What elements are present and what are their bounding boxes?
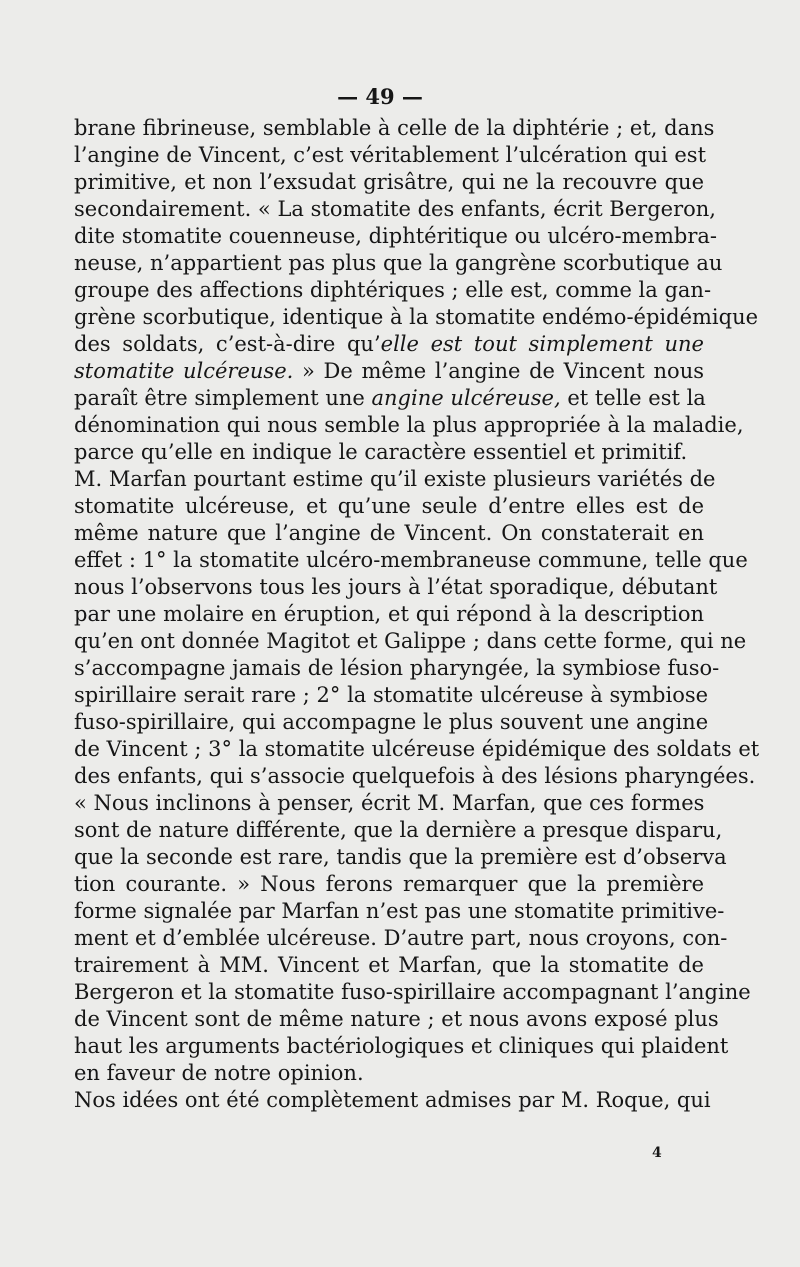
text-segment: grène scorbutique, identique à la stomatite endémo-épidémique bbox=[74, 305, 759, 329]
text-segment: tion courante. » Nous ferons remarquer que la première bbox=[74, 872, 704, 896]
text-segment: dite stomatite couenneuse, diphtéritique ou ulcéro-membra- bbox=[74, 224, 717, 248]
text-line bbox=[74, 412, 744, 439]
text-line bbox=[74, 898, 725, 925]
text-segment: l’angine de Vincent, c’est véritablement l’ulcération qui est bbox=[74, 143, 707, 167]
text-line bbox=[74, 952, 704, 979]
italic-segment: stomatite ulcéreuse. bbox=[74, 359, 294, 383]
text-line bbox=[74, 547, 748, 574]
text-line bbox=[74, 331, 704, 358]
text-line bbox=[74, 736, 760, 763]
text-line bbox=[74, 1033, 729, 1060]
text-line bbox=[74, 385, 704, 412]
text-line bbox=[74, 709, 709, 736]
text-line bbox=[74, 304, 759, 331]
text-segment: s’accompagne jamais de lésion pharyngée, la symbiose fuso- bbox=[74, 656, 720, 680]
text-segment: trairement à MM. Vincent et Marfan, que la stomatite de bbox=[74, 953, 704, 977]
text-segment: Bergeron et la stomatite fuso-spirillaire accompagnant l’angine bbox=[74, 980, 751, 1004]
page-body-text bbox=[74, 115, 760, 1114]
text-line bbox=[74, 250, 723, 277]
text-segment: de Vincent sont de même nature ; et nous avons exposé plus bbox=[74, 1007, 719, 1031]
text-line bbox=[74, 871, 704, 898]
signature-mark: 4 bbox=[652, 1145, 662, 1161]
text-segment: secondairement. « La stomatite des enfants, écrit Bergeron, bbox=[74, 197, 716, 221]
text-line bbox=[74, 466, 716, 493]
text-line bbox=[74, 1087, 711, 1114]
text-line bbox=[74, 655, 720, 682]
text-line bbox=[74, 628, 747, 655]
text-line bbox=[74, 817, 723, 844]
text-segment: des soldats, c’est-à-dire qu’ bbox=[74, 332, 381, 356]
text-segment: « Nous inclinons à penser, écrit M. Marfan, que ces formes bbox=[74, 791, 705, 815]
text-line bbox=[74, 1006, 719, 1033]
text-line bbox=[74, 601, 704, 628]
text-segment: par une molaire en éruption, et qui répond à la description bbox=[74, 602, 704, 626]
italic-segment: angine ulcéreuse, bbox=[371, 386, 561, 410]
text-line bbox=[74, 844, 727, 871]
text-line bbox=[74, 223, 717, 250]
text-segment: sont de nature différente, que la dernière a presque disparu, bbox=[74, 818, 723, 842]
text-segment: primitive, et non l’exsudat grisâtre, qui ne la recouvre que bbox=[74, 170, 704, 194]
text-line bbox=[74, 925, 728, 952]
text-segment: Nos idées ont été complètement admises par M. Roque, qui bbox=[74, 1088, 711, 1112]
text-line bbox=[74, 1060, 704, 1087]
page-number: — 49 — bbox=[337, 84, 423, 109]
italic-segment: elle est tout simplement une bbox=[380, 332, 704, 356]
text-line bbox=[74, 277, 712, 304]
text-segment: dénomination qui nous semble la plus appropriée à la maladie, bbox=[74, 413, 744, 437]
text-segment: parce qu’elle en indique le caractère essentiel et primitif. bbox=[74, 440, 688, 464]
text-line bbox=[74, 682, 709, 709]
text-line bbox=[74, 574, 718, 601]
text-segment: forme signalée par Marfan n’est pas une stomatite primitive- bbox=[74, 899, 725, 923]
text-segment: groupe des affections diphtériques ; elle est, comme la gan- bbox=[74, 278, 712, 302]
text-segment: spirillaire serait rare ; 2° la stomatite ulcéreuse à symbiose bbox=[74, 683, 709, 707]
text-segment: paraît être simplement une bbox=[74, 386, 372, 410]
text-line bbox=[74, 493, 704, 520]
text-segment: fuso-spirillaire, qui accompagne le plus souvent une angine bbox=[74, 710, 709, 734]
text-segment: stomatite ulcéreuse, et qu’une seule d’entre elles est de bbox=[74, 494, 704, 518]
text-segment: nous l’observons tous les jours à l’état sporadique, débutant bbox=[74, 575, 718, 599]
text-line bbox=[74, 169, 704, 196]
text-segment: des enfants, qui s’associe quelquefois à des lésions pharyngées. bbox=[74, 764, 756, 788]
text-line bbox=[74, 115, 715, 142]
text-segment: » De même l’angine de Vincent nous bbox=[293, 359, 704, 383]
text-line bbox=[74, 763, 756, 790]
text-segment: en faveur de notre opinion. bbox=[74, 1061, 364, 1085]
text-segment: haut les arguments bactériologiques et cliniques qui plaident bbox=[74, 1034, 729, 1058]
text-segment: M. Marfan pourtant estime qu’il existe plusieurs variétés de bbox=[74, 467, 716, 491]
text-segment: effet : 1° la stomatite ulcéro-membraneuse commune, telle que bbox=[74, 548, 748, 572]
text-segment: qu’en ont donnée Magitot et Galippe ; dans cette forme, qui ne bbox=[74, 629, 747, 653]
text-segment: brane fibrineuse, semblable à celle de la diphtérie ; et, dans bbox=[74, 116, 715, 140]
text-line bbox=[74, 979, 751, 1006]
text-segment: ment et d’emblée ulcéreuse. D’autre part, nous croyons, con- bbox=[74, 926, 728, 950]
text-segment: et telle est la bbox=[560, 386, 706, 410]
text-line bbox=[74, 196, 716, 223]
text-segment: que la seconde est rare, tandis que la première est d’observa bbox=[74, 845, 727, 869]
text-line bbox=[74, 439, 704, 466]
text-line bbox=[74, 142, 707, 169]
text-segment: même nature que l’angine de Vincent. On constaterait en bbox=[74, 521, 704, 545]
text-segment: neuse, n’appartient pas plus que la gangrène scorbutique au bbox=[74, 251, 723, 275]
text-line bbox=[74, 790, 704, 817]
text-line bbox=[74, 358, 704, 385]
text-segment: de Vincent ; 3° la stomatite ulcéreuse épidémique des soldats et bbox=[74, 737, 760, 761]
text-line bbox=[74, 520, 704, 547]
